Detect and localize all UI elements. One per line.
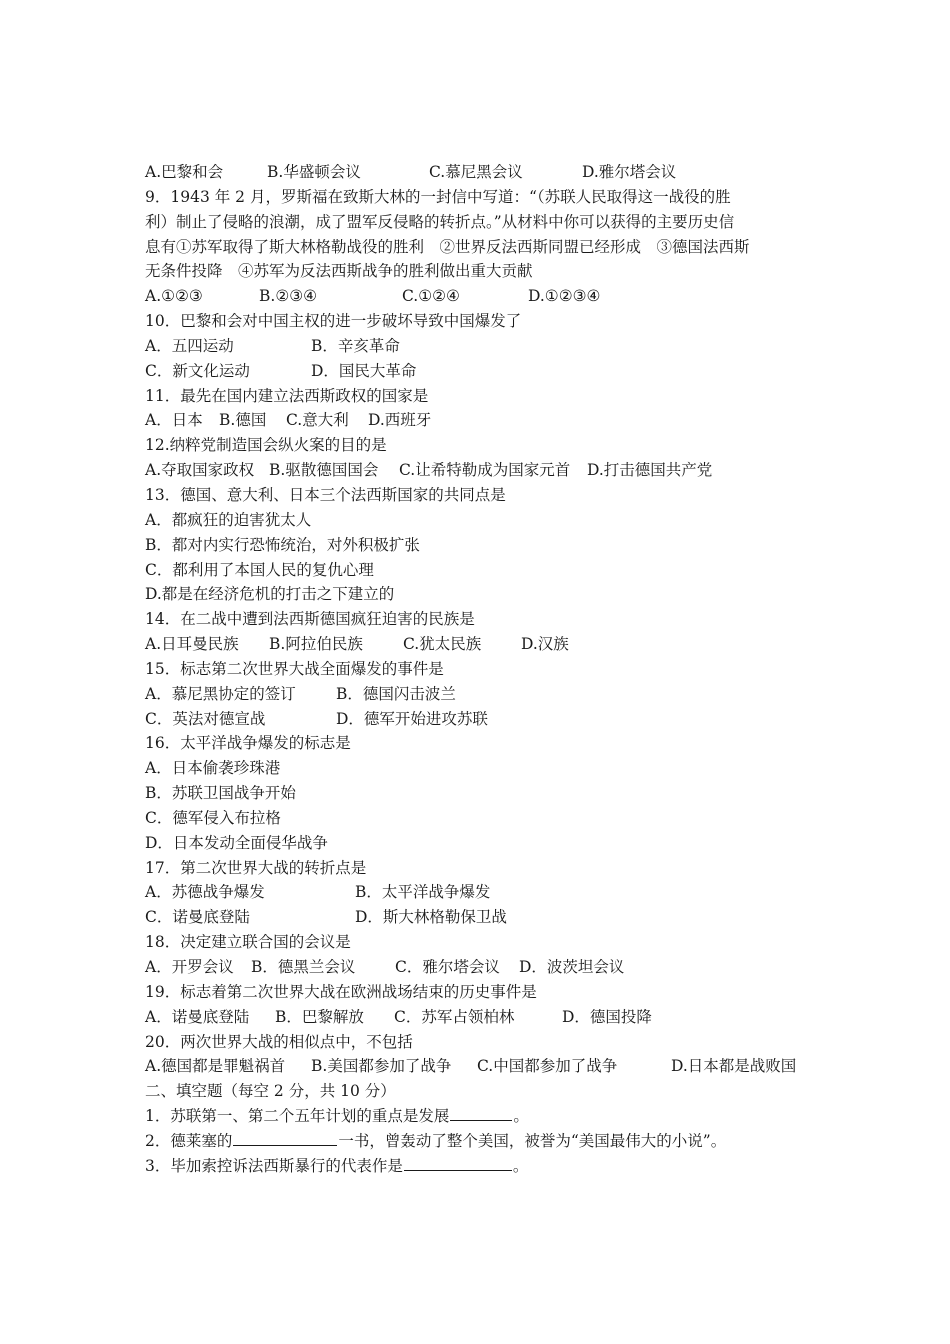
fill-question-2: [145, 1129, 825, 1154]
option: D．波茨坦会议: [519, 958, 625, 976]
q17-options-row1: [145, 880, 825, 905]
question-stem: 16．太平洋战争爆发的标志是: [145, 734, 351, 753]
exam-content: [145, 160, 825, 1179]
option: D.打击德国共产党: [587, 461, 713, 480]
option: C．英法对德宣战: [145, 709, 266, 728]
option: A．慕尼黑协定的签订: [145, 684, 296, 703]
option: C．诺曼底登陆: [145, 908, 250, 927]
option: D.西班牙: [368, 411, 432, 430]
option: C.中国都参加了战争: [477, 1057, 618, 1076]
q10-options-row2: [145, 359, 825, 384]
option: A．日本偷袭珍珠港: [145, 759, 281, 778]
option: C．德军侵入布拉格: [145, 808, 281, 827]
option: B．辛亥革命: [311, 336, 400, 355]
fill-text: 。: [512, 1156, 529, 1175]
question-stem: 12.纳粹党制造国会纵火案的目的是: [145, 436, 387, 455]
option: A．五四运动: [145, 336, 234, 355]
option: A.日耳曼民族: [145, 635, 239, 654]
q11-options: [145, 408, 825, 433]
q9-options: [145, 284, 825, 309]
option: B．巴黎解放: [275, 1007, 364, 1026]
section-title: 二、填空题（每空 2 分，共 10 分）: [145, 1082, 396, 1101]
fill-question-3: [145, 1154, 825, 1179]
q8-options: [145, 160, 825, 185]
option: C．雅尔塔会议: [395, 958, 500, 976]
answer-blank[interactable]: [233, 1130, 337, 1146]
q18-options: [145, 955, 825, 980]
question-stem: 11．最先在国内建立法西斯政权的国家是: [145, 386, 429, 405]
option: B.德国: [219, 411, 267, 430]
question-stem: 14．在二战中遭到法西斯德国疯狂迫害的民族是: [145, 610, 475, 629]
option: B．太平洋战争爆发: [355, 883, 491, 902]
option: D.日本都是战败国: [671, 1057, 797, 1076]
option: C.①②④: [402, 287, 460, 306]
q20-options: [145, 1054, 825, 1079]
option: B．德黑兰会议: [251, 958, 356, 976]
option: A.①②③: [145, 287, 203, 306]
option: C.慕尼黑会议: [429, 163, 523, 181]
question-stem: 19．标志着第二次世界大战在欧洲战场结束的历史事件是: [145, 982, 537, 1001]
option: C．都利用了本国人民的复仇心理: [145, 560, 374, 579]
q19-options: [145, 1005, 825, 1030]
option: C．新文化运动: [145, 361, 250, 380]
fill-text: 一书，曾轰动了整个美国，被誉为“美国最伟大的小说”。: [338, 1131, 727, 1150]
q15-options-row2: [145, 707, 825, 732]
question-stem: 9．1943 年 2 月，罗斯福在致斯大林的一封信中写道：“（苏联人民取得这一战役的胜: [145, 187, 731, 206]
question-stem: 利）制止了侵略的浪潮，成了盟军反侵略的转折点。”从材料中你可以获得的主要历史信: [145, 212, 735, 231]
answer-blank[interactable]: [404, 1155, 512, 1171]
option: A．苏德战争爆发: [145, 883, 265, 902]
q17-options-row2: [145, 905, 825, 930]
option: B.②③④: [259, 287, 318, 306]
q10-options-row1: [145, 334, 825, 359]
question-stem: 无条件投降 ④苏军为反法西斯战争的胜利做出重大贡献: [145, 262, 533, 281]
option: A．都疯狂的迫害犹太人: [145, 510, 312, 529]
fill-text: 。: [513, 1107, 529, 1126]
option: D.都是在经济危机的打击之下建立的: [145, 585, 395, 604]
q15-options-row1: [145, 682, 825, 707]
option: D.①②③④: [528, 287, 601, 306]
option: B.驱散德国国会: [269, 461, 379, 480]
option: D.汉族: [521, 635, 569, 654]
fill-question-1: [145, 1104, 825, 1129]
question-stem: 20．两次世界大战的相似点中，不包括: [145, 1032, 413, 1051]
option: A．日本: [145, 411, 203, 430]
option: D．国民大革命: [311, 361, 417, 380]
option: C.让希特勒成为国家元首: [399, 461, 571, 480]
option: C.犹太民族: [403, 635, 482, 654]
question-stem: 息有①苏军取得了斯大林格勒战役的胜利 ②世界反法西斯同盟已经形成 ③德国法西斯: [145, 237, 750, 256]
option: C.意大利: [286, 411, 349, 430]
q12-options: [145, 458, 825, 483]
question-stem: 18．决定建立联合国的会议是: [145, 933, 351, 952]
question-stem: 10．巴黎和会对中国主权的进一步破坏导致中国爆发了: [145, 312, 522, 331]
option: B.美国都参加了战争: [311, 1057, 452, 1076]
option: D．德国投降: [562, 1007, 652, 1026]
option: B.华盛顿会议: [267, 163, 361, 181]
option: D．斯大林格勒保卫战: [355, 908, 507, 927]
option: D．日本发动全面侵华战争: [145, 833, 328, 852]
q14-options: [145, 632, 825, 657]
question-stem: 17．第二次世界大战的转折点是: [145, 858, 367, 877]
option: B．德国闪击波兰: [336, 684, 456, 703]
question-stem: 13．德国、意大利、日本三个法西斯国家的共同点是: [145, 485, 506, 504]
option: D.雅尔塔会议: [582, 163, 677, 181]
question-stem: 15．标志第二次世界大战全面爆发的事件是: [145, 659, 444, 678]
option: A．开罗会议: [145, 958, 234, 976]
option: A．诺曼底登陆: [145, 1007, 250, 1026]
fill-text: 2．德莱塞的: [145, 1131, 233, 1150]
fill-text: 3．毕加索控诉法西斯暴行的代表作是: [145, 1156, 403, 1175]
option: A.夺取国家政权: [145, 461, 255, 480]
answer-blank[interactable]: [450, 1105, 512, 1121]
fill-text: 1．苏联第一、第二个五年计划的重点是发展: [145, 1107, 450, 1126]
option: A.巴黎和会: [145, 163, 224, 181]
option: B.阿拉伯民族: [269, 635, 363, 654]
option: B．都对内实行恐怖统治，对外积极扩张: [145, 535, 420, 554]
option: D．德军开始进攻苏联: [336, 709, 488, 728]
option: B．苏联卫国战争开始: [145, 784, 296, 803]
option: C．苏军占领柏林: [394, 1007, 515, 1026]
option: A.德国都是罪魁祸首: [145, 1057, 286, 1076]
